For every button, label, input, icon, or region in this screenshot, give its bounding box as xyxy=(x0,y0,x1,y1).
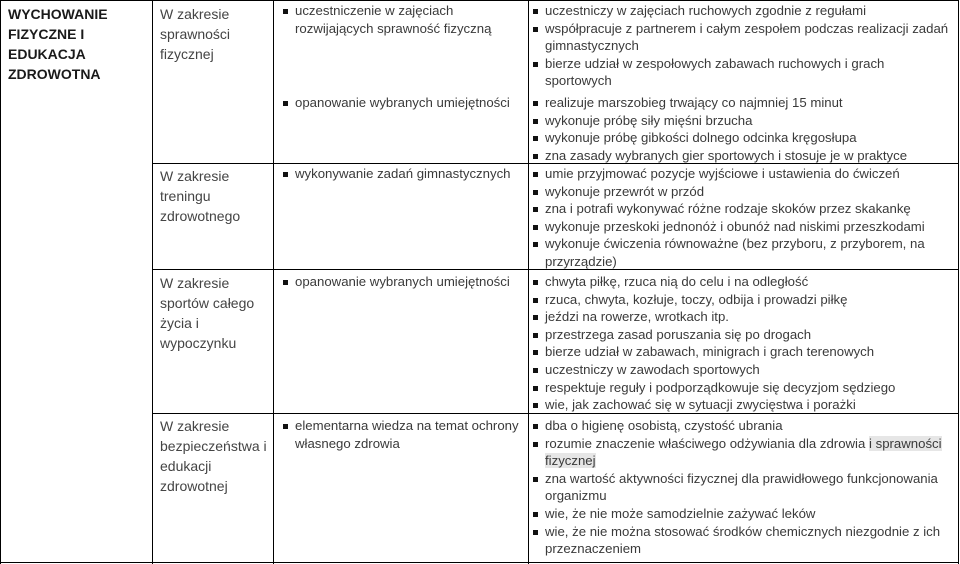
outcome-item: rzuca, chwyta, kozłuje, toczy, odbija i prowadzi piłkę xyxy=(530,291,950,309)
outcome-item: wykonuje przeskoki jednonóż i obunóż nad niskimi przeszkodami xyxy=(530,218,950,236)
skill-cell xyxy=(280,2,524,37)
area-label: W zakresie sportów całego życia i wypoczynku xyxy=(160,275,255,351)
outcome-item: chwyta piłkę, rzuca nią do celu i na odległość xyxy=(530,273,950,291)
table-border-top xyxy=(0,0,959,1)
skill-item: wykonywanie zadań gimnastycznych xyxy=(280,165,524,183)
outcomes-cell xyxy=(530,417,950,558)
outcome-item: zna i potrafi wykonywać różne rodzaje skoków przez skakankę xyxy=(530,200,950,218)
column-divider-1 xyxy=(152,0,153,564)
area-label: W zakresie sprawności fizycznej xyxy=(160,6,231,62)
outcome-item: wykonuje próbę siły mięśni brzucha xyxy=(530,112,950,130)
outcome-item: bierze udział w zespołowych zabawach ruchowych i grach sportowych xyxy=(530,55,950,90)
outcome-item: wie, że nie można stosować środków chemicznych niezgodnie z ich przeznaczeniem xyxy=(530,523,950,558)
outcome-item: dba o higienę osobistą, czystość ubrania xyxy=(530,417,950,435)
skill-item: uczestniczenie w zajęciach rozwijających sprawność fizyczną xyxy=(280,2,524,37)
outcome-item: wykonuje próbę gibkości dolnego odcinka kręgosłupa xyxy=(530,129,950,147)
outcome-item: umie przyjmować pozycje wyjściowe i ustawienia do ćwiczeń xyxy=(530,165,950,183)
outcome-item: zna zasady wybranych gier sportowych i stosuje je w praktyce xyxy=(530,147,950,165)
skill-item: elementarna wiedza na temat ochrony własnego zdrowia xyxy=(280,417,524,452)
outcome-item: wie, że nie może samodzielnie zażywać leków xyxy=(530,505,950,523)
area-label: W zakresie bezpieczeństwa i edukacji zdrowotnej xyxy=(160,418,267,494)
outcome-item: realizuje marszobieg trwający co najmniej 15 minut xyxy=(530,94,950,112)
category-heading: WYCHOWANIE FIZYCZNE I EDUKACJA ZDROWOTNA xyxy=(8,6,108,82)
outcomes-cell xyxy=(530,273,950,414)
outcome-item: bierze udział w zabawach, minigrach i grach terenowych xyxy=(530,343,950,361)
table-border-bottom xyxy=(0,562,959,563)
outcomes-cell xyxy=(530,94,950,164)
skill-item: opanowanie wybranych umiejętności xyxy=(280,94,524,112)
outcome-item: wie, jak zachować się w sytuacji zwycięstwa i porażki xyxy=(530,396,950,414)
column-divider-3 xyxy=(528,0,529,564)
outcome-item: uczestniczy w zajęciach ruchowych zgodnie z regułami xyxy=(530,2,950,20)
skill-cell xyxy=(280,417,524,452)
skill-cell xyxy=(280,273,524,291)
outcomes-cell xyxy=(530,2,950,90)
skill-item: opanowanie wybranych umiejętności xyxy=(280,273,524,291)
outcome-item: wykonuje ćwiczenia równoważne (bez przyboru, z przyborem, na przyrządzie) xyxy=(530,235,950,270)
outcome-item: respektuje reguły i podporządkowuje się decyzjom sędziego xyxy=(530,379,950,397)
table-border-right xyxy=(958,0,959,564)
skill-cell xyxy=(280,94,524,112)
outcomes-cell xyxy=(530,165,950,271)
skill-cell xyxy=(280,165,524,183)
outcome-item: zna wartość aktywności fizycznej dla prawidłowego funkcjonowania organizmu xyxy=(530,470,950,505)
outcome-text: rozumie znaczenie właściwego odżywiania dla zdrowia xyxy=(545,435,866,451)
outcome-item: uczestniczy w zawodach sportowych xyxy=(530,361,950,379)
area-label: W zakresie treningu zdrowotnego xyxy=(160,168,241,224)
highlighted-text: i sprawności fizycznej xyxy=(545,435,942,469)
column-divider-2 xyxy=(273,0,274,564)
outcome-item: przestrzega zasad poruszania się po drogach xyxy=(530,326,950,344)
outcome-item xyxy=(530,435,950,470)
outcome-item: jeździ na rowerze, wrotkach itp. xyxy=(530,308,950,326)
table-border-left xyxy=(0,0,1,564)
outcome-item: współpracuje z partnerem i całym zespołem podczas realizacji zadań gimnastycznych xyxy=(530,20,950,55)
outcome-item: wykonuje przewrót w przód xyxy=(530,183,950,201)
